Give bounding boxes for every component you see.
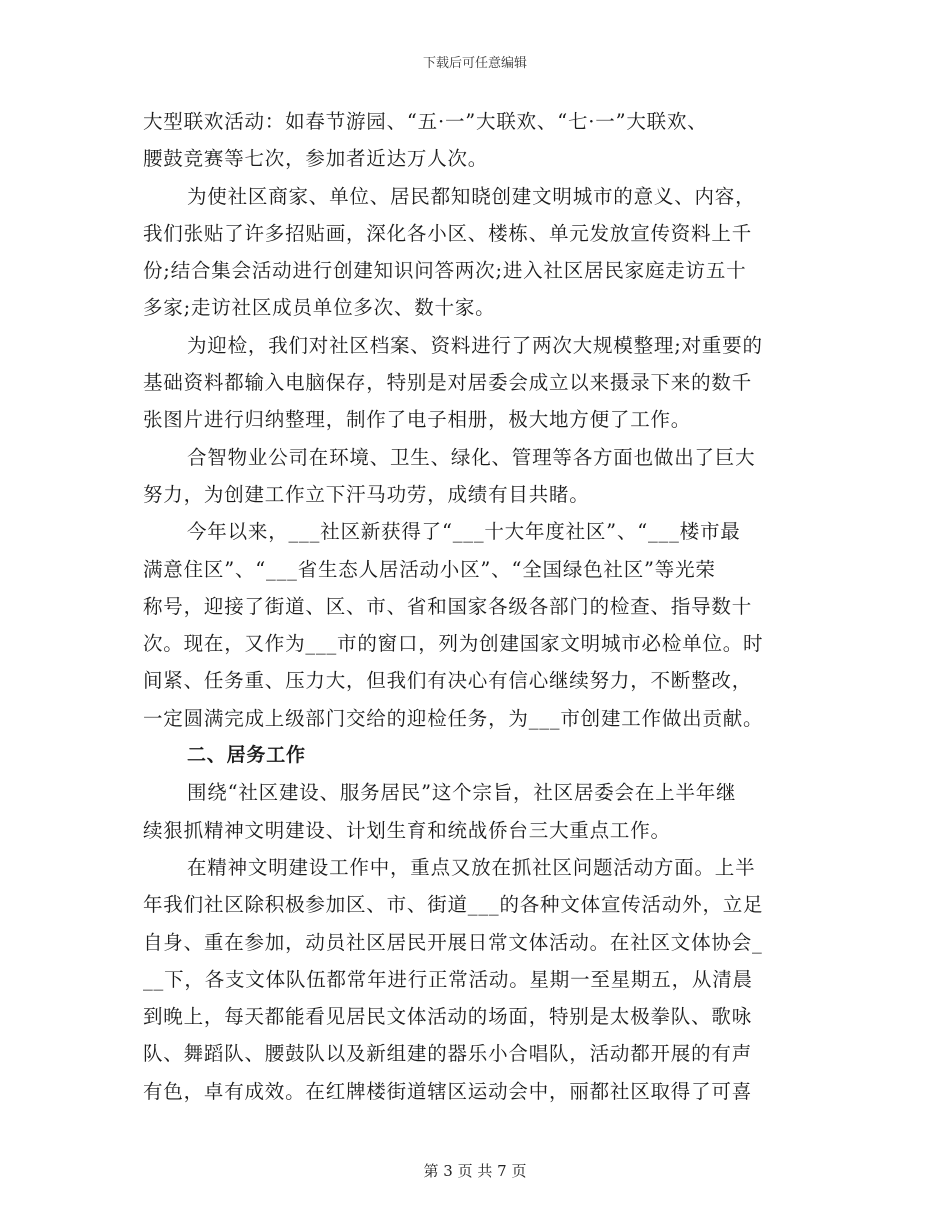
text-line: 年我们社区除积极参加区、市、街道___的各种文体宣传活动外，立足 <box>143 893 764 917</box>
text-line: 份;结合集会活动进行创建知识问答两次;进入社区居民家庭走访五十 <box>143 259 747 283</box>
text-line: 我们张贴了许多招贴画，深化各小区、楼栋、单元发放宣传资料上千 <box>143 221 753 245</box>
text-line: 到晚上，每天都能看见居民文体活动的场面，特别是太极拳队、歌咏 <box>143 1005 753 1029</box>
text-line: 续狠抓精神文明建设、计划生育和统战侨台三大重点工作。 <box>143 818 671 842</box>
text-line: 队、舞蹈队、腰鼓队以及新组建的器乐小合唱队，活动都开展的有声 <box>143 1042 753 1066</box>
text-line: 有色，卓有成效。在红牌楼街道辖区运动会中，丽都社区取得了可喜 <box>143 1079 753 1103</box>
text-line: 次。现在，又作为___市的窗口，列为创建国家文明城市必检单位。时 <box>143 632 764 656</box>
text-line: 满意住区”、“___省生态人居活动小区”、“全国绿色社区”等光荣 <box>143 557 716 581</box>
section-heading: 二、居务工作 <box>187 744 306 767</box>
text-line: 围绕“社区建设、服务居民”这个宗旨，社区居委会在上半年继 <box>187 781 737 805</box>
text-line: 基础资料都输入电脑保存，特别是对居委会成立以来摄录下来的数千 <box>143 371 753 395</box>
text-line: 为迎检，我们对社区档案、资料进行了两次大规模整理;对重要的 <box>187 333 763 357</box>
page-header: 下载后可任意编辑 <box>422 56 527 71</box>
text-line: 在精神文明建设工作中，重点又放在抓社区问题活动方面。上半 <box>187 855 756 879</box>
text-line: 称号，迎接了街道、区、市、省和国家各级各部门的检查、指导数十 <box>143 594 753 618</box>
text-line: 自身、重在参加，动员社区居民开展日常文体活动。在社区文体协会_ <box>143 930 763 954</box>
text-line: 为使社区商家、单位、居民都知晓创建文明城市的意义、内容， <box>187 184 756 208</box>
text-line: 今年以来，___社区新获得了“___十大年度社区”、“___楼市最 <box>187 520 741 544</box>
text-line: 一定圆满完成上级部门交给的迎检任务，为___市创建工作做出贡献。 <box>143 706 764 730</box>
text-line: 多家;走访社区成员单位多次、数十家。 <box>143 296 496 320</box>
text-line: __下，各支文体队伍都常年进行正常活动。星期一至星期五，从清晨 <box>143 967 753 991</box>
text-line: 大型联欢活动：如春节游园、“五·一”大联欢、“七·一”大联欢、 <box>143 110 708 133</box>
text-line: 腰鼓竞赛等七次，参加者近达万人次。 <box>143 147 489 171</box>
text-line: 间紧、任务重、压力大，但我们有决心有信心继续努力，不断整改， <box>143 669 753 693</box>
text-line: 努力，为创建工作立下汗马功劳，成绩有目共睹。 <box>143 482 590 506</box>
page-number: 第 3 页 共 7 页 <box>423 1162 527 1180</box>
document-body <box>143 103 807 1110</box>
text-line: 合智物业公司在环境、卫生、绿化、管理等各方面也做出了巨大 <box>187 445 756 469</box>
text-line: 张图片进行归纳整理，制作了电子相册，极大地方便了工作。 <box>143 408 692 432</box>
